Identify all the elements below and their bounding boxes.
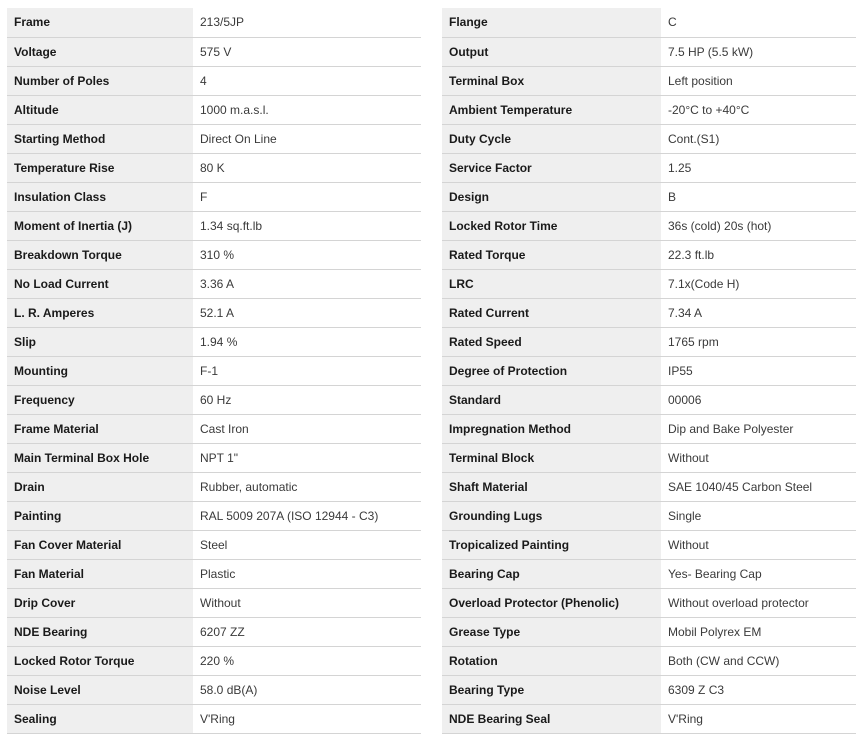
spec-row — [442, 240, 856, 269]
spec-label: Moment of Inertia (J) — [7, 211, 193, 240]
spec-label: Bearing Type — [442, 675, 661, 704]
spec-row — [442, 530, 856, 559]
spec-label: Rated Current — [442, 298, 661, 327]
spec-value: 80 K — [193, 153, 421, 182]
spec-value: 220 % — [193, 646, 421, 675]
spec-row — [442, 501, 856, 530]
spec-row — [7, 211, 421, 240]
spec-row — [442, 472, 856, 501]
spec-row — [442, 298, 856, 327]
spec-row — [7, 327, 421, 356]
spec-value: RAL 5009 207A (ISO 12944 - C3) — [193, 501, 421, 530]
spec-label: Main Terminal Box Hole — [7, 443, 193, 472]
spec-label: Frame Material — [7, 414, 193, 443]
spec-row — [7, 182, 421, 211]
spec-row — [442, 37, 856, 66]
spec-label: Output — [442, 37, 661, 66]
spec-value: 00006 — [661, 385, 856, 414]
spec-row — [442, 182, 856, 211]
spec-row — [442, 356, 856, 385]
spec-label: Locked Rotor Torque — [7, 646, 193, 675]
spec-value: Cont.(S1) — [661, 124, 856, 153]
spec-value: Both (CW and CCW) — [661, 646, 856, 675]
spec-label: Mounting — [7, 356, 193, 385]
spec-value: F — [193, 182, 421, 211]
spec-label: LRC — [442, 269, 661, 298]
spec-value: 7.34 A — [661, 298, 856, 327]
spec-row — [7, 501, 421, 530]
spec-value: Plastic — [193, 559, 421, 588]
spec-label: NDE Bearing — [7, 617, 193, 646]
spec-label: Degree of Protection — [442, 356, 661, 385]
spec-row — [442, 327, 856, 356]
spec-row — [442, 617, 856, 646]
spec-row — [442, 124, 856, 153]
spec-table-left — [7, 8, 421, 734]
spec-value: 36s (cold) 20s (hot) — [661, 211, 856, 240]
spec-value: Without — [661, 530, 856, 559]
spec-label: Slip — [7, 327, 193, 356]
spec-label: Tropicalized Painting — [442, 530, 661, 559]
spec-row — [7, 153, 421, 182]
spec-value: Dip and Bake Polyester — [661, 414, 856, 443]
spec-row — [7, 37, 421, 66]
spec-label: Noise Level — [7, 675, 193, 704]
spec-row — [7, 704, 421, 733]
spec-row — [442, 559, 856, 588]
spec-label: Standard — [442, 385, 661, 414]
spec-label: Terminal Box — [442, 66, 661, 95]
spec-value: Without overload protector — [661, 588, 856, 617]
spec-row — [7, 8, 421, 37]
spec-value: F-1 — [193, 356, 421, 385]
spec-row — [7, 472, 421, 501]
spec-label: Number of Poles — [7, 66, 193, 95]
spec-value: Steel — [193, 530, 421, 559]
spec-row — [7, 269, 421, 298]
spec-label: Breakdown Torque — [7, 240, 193, 269]
spec-label: Grounding Lugs — [442, 501, 661, 530]
spec-row — [7, 356, 421, 385]
spec-label: Drain — [7, 472, 193, 501]
spec-label: Temperature Rise — [7, 153, 193, 182]
spec-value: 1000 m.a.s.l. — [193, 95, 421, 124]
spec-label: Ambient Temperature — [442, 95, 661, 124]
spec-label: Rated Torque — [442, 240, 661, 269]
spec-value: 22.3 ft.lb — [661, 240, 856, 269]
spec-value: SAE 1040/45 Carbon Steel — [661, 472, 856, 501]
spec-row — [7, 385, 421, 414]
spec-table-right — [442, 8, 856, 734]
spec-value: 60 Hz — [193, 385, 421, 414]
spec-value: Without — [661, 443, 856, 472]
spec-row — [7, 95, 421, 124]
spec-row — [7, 559, 421, 588]
spec-value: 1.94 % — [193, 327, 421, 356]
spec-label: Terminal Block — [442, 443, 661, 472]
spec-label: Starting Method — [7, 124, 193, 153]
spec-row — [442, 588, 856, 617]
spec-label: Bearing Cap — [442, 559, 661, 588]
spec-value: V'Ring — [661, 704, 856, 733]
spec-label: NDE Bearing Seal — [442, 704, 661, 733]
spec-value: 4 — [193, 66, 421, 95]
spec-label: Grease Type — [442, 617, 661, 646]
spec-value: 52.1 A — [193, 298, 421, 327]
spec-label: Service Factor — [442, 153, 661, 182]
spec-label: Drip Cover — [7, 588, 193, 617]
spec-label: Locked Rotor Time — [442, 211, 661, 240]
spec-value: Direct On Line — [193, 124, 421, 153]
spec-row — [442, 153, 856, 182]
spec-label: L. R. Amperes — [7, 298, 193, 327]
spec-row — [7, 675, 421, 704]
spec-label: Fan Cover Material — [7, 530, 193, 559]
spec-label: Overload Protector (Phenolic) — [442, 588, 661, 617]
spec-value: 1.34 sq.ft.lb — [193, 211, 421, 240]
spec-value: Left position — [661, 66, 856, 95]
spec-value: 58.0 dB(A) — [193, 675, 421, 704]
spec-value: Yes- Bearing Cap — [661, 559, 856, 588]
spec-value: Cast Iron — [193, 414, 421, 443]
spec-label: Fan Material — [7, 559, 193, 588]
spec-value: IP55 — [661, 356, 856, 385]
spec-row — [442, 443, 856, 472]
spec-label: Rotation — [442, 646, 661, 675]
spec-label: Impregnation Method — [442, 414, 661, 443]
spec-row — [7, 414, 421, 443]
spec-label: Flange — [442, 8, 661, 37]
spec-value: Without — [193, 588, 421, 617]
spec-row — [442, 269, 856, 298]
spec-row — [7, 646, 421, 675]
spec-row — [442, 8, 856, 37]
spec-row — [7, 530, 421, 559]
spec-row — [442, 385, 856, 414]
spec-row — [442, 95, 856, 124]
spec-row — [7, 588, 421, 617]
spec-label: Rated Speed — [442, 327, 661, 356]
spec-label: Insulation Class — [7, 182, 193, 211]
spec-row — [442, 704, 856, 733]
spec-label: Voltage — [7, 37, 193, 66]
spec-row — [7, 240, 421, 269]
spec-label: No Load Current — [7, 269, 193, 298]
spec-row — [7, 617, 421, 646]
spec-value: 310 % — [193, 240, 421, 269]
spec-value: -20°C to +40°C — [661, 95, 856, 124]
spec-label: Frame — [7, 8, 193, 37]
spec-label: Painting — [7, 501, 193, 530]
spec-value: 1765 rpm — [661, 327, 856, 356]
spec-value: V'Ring — [193, 704, 421, 733]
spec-row — [7, 66, 421, 95]
spec-label: Sealing — [7, 704, 193, 733]
spec-row — [442, 211, 856, 240]
spec-row — [7, 443, 421, 472]
spec-label: Frequency — [7, 385, 193, 414]
spec-row — [7, 298, 421, 327]
spec-label: Design — [442, 182, 661, 211]
spec-value: Single — [661, 501, 856, 530]
spec-row — [442, 414, 856, 443]
spec-label: Duty Cycle — [442, 124, 661, 153]
spec-value: C — [661, 8, 856, 37]
spec-value: 6309 Z C3 — [661, 675, 856, 704]
spec-value: 213/5JP — [193, 8, 421, 37]
spec-value: 575 V — [193, 37, 421, 66]
spec-value: 3.36 A — [193, 269, 421, 298]
spec-value: B — [661, 182, 856, 211]
spec-row — [442, 675, 856, 704]
spec-value: 1.25 — [661, 153, 856, 182]
spec-row — [7, 124, 421, 153]
spec-label: Shaft Material — [442, 472, 661, 501]
spec-row — [442, 66, 856, 95]
spec-value: Rubber, automatic — [193, 472, 421, 501]
spec-value: NPT 1" — [193, 443, 421, 472]
spec-value: Mobil Polyrex EM — [661, 617, 856, 646]
spec-row — [442, 646, 856, 675]
spec-value: 7.5 HP (5.5 kW) — [661, 37, 856, 66]
spec-value: 6207 ZZ — [193, 617, 421, 646]
spec-label: Altitude — [7, 95, 193, 124]
spec-value: 7.1x(Code H) — [661, 269, 856, 298]
